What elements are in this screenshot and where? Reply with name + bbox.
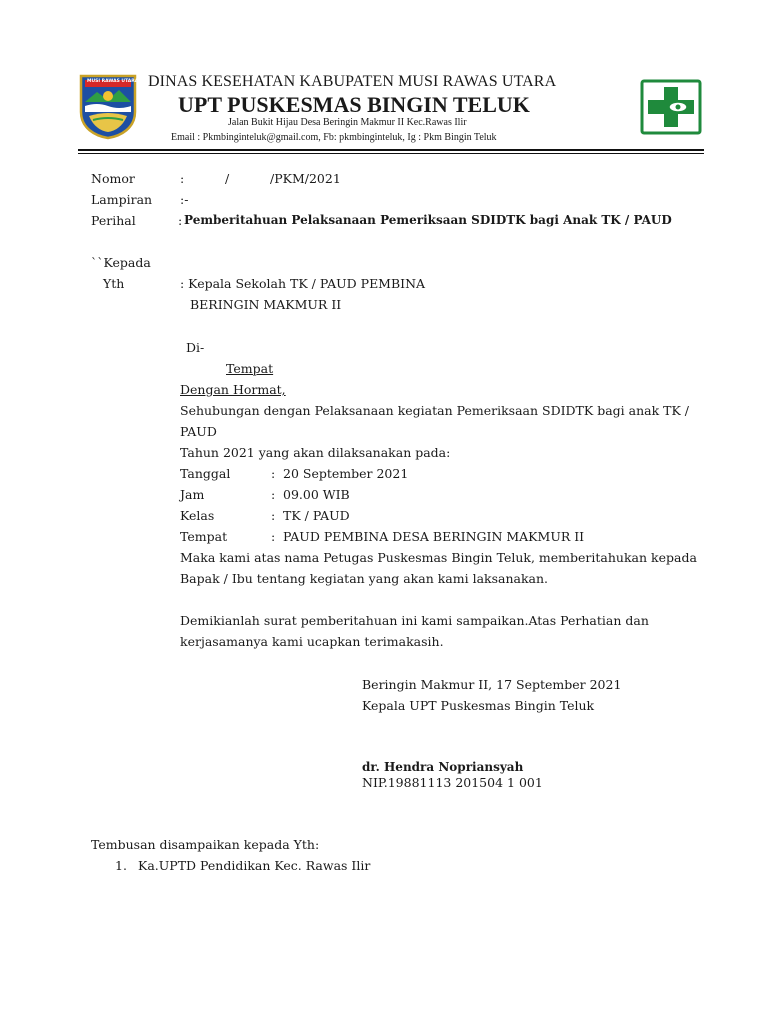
nomor-slash: /	[225, 171, 230, 186]
agency-name: DINAS KESEHATAN KABUPATEN MUSI RAWAS UTARA	[148, 73, 557, 90]
salutation: Dengan Hormat,	[180, 382, 286, 397]
detail-tempat-label: Tempat	[180, 529, 228, 544]
organization-address: Jalan Bukit Hijau Desa Beringin Makmur II Kec.Rawas Ilir	[228, 117, 467, 128]
para2-line1: Maka kami atas nama Petugas Puskesmas Bingin Teluk, memberitahukan kepada	[180, 550, 697, 565]
detail-tanggal-label: Tanggal	[180, 466, 231, 481]
para1-line2: PAUD	[180, 424, 217, 439]
yth-label: Yth	[103, 276, 125, 291]
cc-item-number: 1.	[115, 858, 127, 873]
para1-line1: Sehubungan dengan Pelaksanaan kegiatan Pemeriksaan SDIDTK bagi anak TK /	[180, 403, 689, 418]
detail-jam-value: 09.00 WIB	[283, 487, 350, 502]
organization-name: UPT PUSKESMAS BINGIN TELUK	[178, 92, 530, 117]
signature-place-date: Beringin Makmur II, 17 September 2021	[362, 677, 622, 692]
nomor-label: Nomor	[91, 171, 135, 186]
detail-tanggal-colon: :	[271, 466, 276, 481]
signature-nip: NIP.19881113 201504 1 001	[362, 775, 543, 790]
logo-banner-text: MUSI RAWAS UTARA	[87, 79, 139, 84]
puskesmas-logo	[640, 79, 702, 135]
signature-name: dr. Hendra Nopriansyah	[362, 760, 524, 774]
para1-line3: Tahun 2021 yang akan dilaksanakan pada:	[180, 445, 451, 460]
detail-kelas-value: TK / PAUD	[283, 508, 350, 523]
detail-jam-label: Jam	[180, 487, 205, 502]
header-rule-thick	[78, 149, 704, 151]
nomor-value: /PKM/2021	[270, 171, 341, 186]
lampiran-value: :-	[180, 192, 189, 207]
para3-line1: Demikianlah surat pemberitahuan ini kami sampaikan.Atas Perhatian dan	[180, 613, 649, 628]
detail-tanggal-value: 20 September 2021	[283, 466, 409, 481]
perihal-value: Pemberitahuan Pelaksanaan Pemeriksaan SDIDTK bagi Anak TK / PAUD	[184, 213, 672, 227]
recipient-line1: : Kepala Sekolah TK / PAUD PEMBINA	[180, 276, 426, 291]
detail-kelas-colon: :	[271, 508, 276, 523]
perihal-label: Perihal	[91, 213, 136, 228]
para2-line2: Bapak / Ibu tentang kegiatan yang akan kami laksanakan.	[180, 571, 549, 586]
detail-tempat-colon: :	[271, 529, 276, 544]
detail-tempat-value: PAUD PEMBINA DESA BERINGIN MAKMUR II	[283, 529, 585, 544]
nomor-colon: :	[180, 171, 185, 186]
recipient-tempat: Tempat	[226, 361, 274, 376]
perihal-colon: :	[178, 213, 183, 228]
regency-logo	[77, 72, 139, 140]
cc-item-text: Ka.UPTD Pendidikan Kec. Rawas Ilir	[138, 858, 371, 873]
para3-line2: kerjasamanya kami ucapkan terimakasih.	[180, 634, 444, 649]
recipient-di: Di-	[186, 340, 205, 355]
header-rule-thin	[78, 153, 704, 154]
cc-title: Tembusan disampaikan kepada Yth:	[91, 837, 320, 852]
signature-position: Kepala UPT Puskesmas Bingin Teluk	[362, 698, 595, 713]
detail-kelas-label: Kelas	[180, 508, 215, 523]
organization-contact: Email : Pkmbinginteluk@gmail.com, Fb: pkmbinginteluk, Ig : Pkm Bingin Teluk	[171, 132, 497, 143]
recipient-line2: BERINGIN MAKMUR II	[190, 297, 342, 312]
lampiran-label: Lampiran	[91, 192, 153, 207]
kepada-label: ``Kepada	[91, 255, 151, 270]
detail-jam-colon: :	[271, 487, 276, 502]
